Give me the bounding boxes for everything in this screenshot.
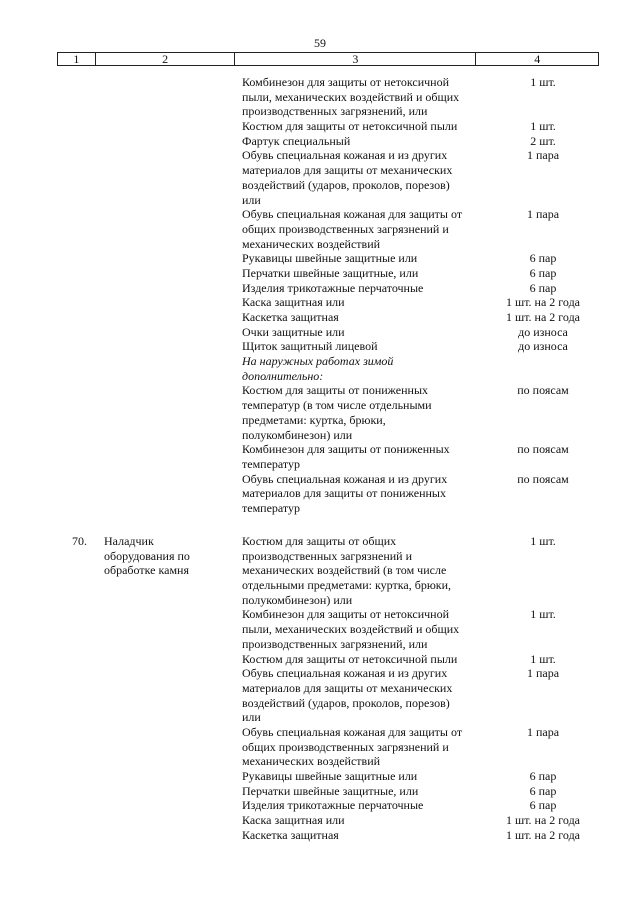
table-row bbox=[0, 178, 640, 193]
table-row bbox=[0, 442, 640, 457]
ppe-quantity: 6 пар bbox=[529, 251, 557, 266]
table-row bbox=[0, 607, 640, 622]
profession-name: Наладчик bbox=[104, 534, 154, 548]
ppe-item: предметами: куртка, брюки, bbox=[242, 412, 386, 427]
ppe-item: производственных загрязнений, или bbox=[242, 636, 428, 651]
profession-name: обработке камня bbox=[104, 563, 189, 578]
table-row bbox=[0, 578, 640, 593]
table-row bbox=[0, 457, 640, 472]
ppe-item: Перчатки швейные защитные, или bbox=[242, 783, 419, 798]
table-row bbox=[0, 710, 640, 725]
ppe-quantity: 6 пар bbox=[529, 769, 557, 783]
table-row bbox=[0, 413, 640, 428]
table-row bbox=[0, 666, 640, 681]
ppe-item: пыли, механических воздействий и общих bbox=[242, 89, 460, 104]
ppe-item: механических воздействий bbox=[242, 754, 381, 769]
ppe-item: Обувь специальная кожаная и из других bbox=[242, 471, 448, 486]
ppe-item: Перчатки швейные защитные, или bbox=[242, 265, 419, 280]
ppe-quantity: 6 пар bbox=[529, 280, 557, 295]
table-header bbox=[57, 52, 599, 66]
ppe-item: Обувь специальная кожаная для защиты от bbox=[242, 724, 463, 739]
table-row bbox=[0, 383, 640, 398]
header-col-4: 4 bbox=[534, 52, 541, 66]
ppe-quantity: по поясам bbox=[517, 442, 569, 457]
ppe-item: температур bbox=[242, 500, 301, 515]
table-row bbox=[0, 90, 640, 105]
header-col-2: 2 bbox=[96, 53, 235, 65]
table-row bbox=[0, 295, 640, 310]
ppe-quantity: 6 пар bbox=[529, 265, 557, 280]
profession-name: оборудования по bbox=[104, 548, 190, 563]
table-row bbox=[0, 549, 640, 564]
ppe-item: Комбинезон для защиты от нетоксичной bbox=[242, 75, 450, 89]
ppe-item: температур bbox=[242, 456, 301, 471]
ppe-item: Рукавицы швейные защитные или bbox=[242, 769, 418, 783]
ppe-item: пыли, механических воздействий и общих bbox=[242, 622, 460, 637]
table-row bbox=[0, 769, 640, 784]
table-row bbox=[0, 339, 640, 354]
table-row bbox=[0, 740, 640, 755]
ppe-item: Очки защитные или bbox=[242, 324, 345, 339]
ppe-item: полукомбинезон) или bbox=[242, 427, 353, 442]
table-row bbox=[0, 813, 640, 828]
table-row bbox=[0, 784, 640, 799]
table-row bbox=[0, 281, 640, 296]
ppe-quantity: 1 пара bbox=[526, 724, 560, 739]
table-row bbox=[0, 310, 640, 325]
page-number: 59 bbox=[314, 36, 326, 50]
ppe-quantity: 1 шт. bbox=[530, 75, 556, 89]
table-row bbox=[0, 593, 640, 608]
ppe-item: Обувь специальная кожаная и из других bbox=[242, 666, 448, 681]
ppe-item: материалов для защиты от механических bbox=[242, 163, 453, 178]
ppe-quantity: до износа bbox=[518, 339, 568, 354]
table-row bbox=[0, 472, 640, 487]
table-row bbox=[0, 354, 640, 369]
row-number: 70. bbox=[72, 534, 87, 548]
table-row bbox=[0, 75, 640, 90]
ppe-quantity: 1 пара bbox=[526, 207, 560, 222]
ppe-item: Изделия трикотажные перчаточные bbox=[242, 280, 424, 295]
ppe-item: воздействий (ударов, проколов, порезов) bbox=[242, 695, 450, 710]
ppe-item: Костюм для защиты от нетоксичной пыли bbox=[242, 119, 458, 134]
ppe-item: полукомбинезон) или bbox=[242, 592, 353, 607]
table-row bbox=[0, 119, 640, 134]
ppe-quantity: 6 пар bbox=[529, 798, 557, 813]
table-row bbox=[0, 104, 640, 119]
ppe-item: материалов для защиты от механических bbox=[242, 680, 453, 695]
header-col-1: 1 bbox=[58, 53, 96, 65]
table-row bbox=[0, 501, 640, 516]
ppe-item: отдельными предметами: куртка, брюки, bbox=[242, 578, 452, 593]
ppe-quantity: 1 шт. bbox=[530, 534, 556, 548]
ppe-quantity: 1 шт. bbox=[530, 607, 556, 622]
table-row bbox=[0, 266, 640, 281]
ppe-item: Каскетка защитная bbox=[242, 827, 339, 842]
ppe-item: механических воздействий (в том числе bbox=[242, 563, 447, 578]
ppe-item: Щиток защитный лицевой bbox=[242, 339, 378, 354]
ppe-quantity: 1 шт. bbox=[530, 119, 556, 134]
table-row bbox=[0, 652, 640, 667]
ppe-quantity: 1 пара bbox=[526, 148, 560, 163]
ppe-quantity: 1 шт. на 2 года bbox=[505, 813, 581, 828]
table-row bbox=[0, 754, 640, 769]
table-row bbox=[0, 251, 640, 266]
ppe-quantity: 6 пар bbox=[529, 783, 557, 798]
ppe-item: Каска защитная или bbox=[242, 813, 345, 828]
table-row bbox=[0, 398, 640, 413]
ppe-item: общих производственных загрязнений и bbox=[242, 739, 449, 754]
ppe-item: На наружных работах зимой bbox=[242, 354, 394, 369]
ppe-item: Комбинезон для защиты от пониженных bbox=[242, 442, 450, 457]
ppe-item: или bbox=[242, 192, 261, 207]
ppe-item: Обувь специальная кожаная и из других bbox=[242, 148, 448, 163]
section-item-70 bbox=[0, 534, 640, 842]
table-row bbox=[0, 486, 640, 501]
table-row bbox=[0, 193, 640, 208]
ppe-item: механических воздействий bbox=[242, 236, 381, 251]
ppe-item: производственных загрязнений и bbox=[242, 548, 413, 563]
table-row bbox=[0, 369, 640, 384]
table-row bbox=[0, 622, 640, 637]
ppe-item: температур (в том числе отдельными bbox=[242, 398, 432, 413]
ppe-item: Костюм для защиты от пониженных bbox=[242, 383, 429, 398]
table-row bbox=[0, 828, 640, 843]
table-row bbox=[0, 725, 640, 740]
table-row bbox=[0, 134, 640, 149]
ppe-item: Каска защитная или bbox=[242, 295, 345, 310]
ppe-item: производственных загрязнений, или bbox=[242, 104, 428, 119]
table-row bbox=[0, 534, 640, 549]
ppe-item: Рукавицы швейные защитные или bbox=[242, 251, 418, 266]
ppe-quantity: 1 шт. на 2 года bbox=[505, 310, 581, 324]
table-row bbox=[0, 222, 640, 237]
ppe-item: Костюм для защиты от общих bbox=[242, 534, 397, 548]
ppe-item: Каскетка защитная bbox=[242, 310, 339, 324]
table-row bbox=[0, 681, 640, 696]
table-row bbox=[0, 237, 640, 252]
table-row bbox=[0, 207, 640, 222]
ppe-item: дополнительно: bbox=[242, 368, 324, 383]
ppe-item: Комбинезон для защиты от нетоксичной bbox=[242, 607, 450, 622]
table-row bbox=[0, 163, 640, 178]
table-row bbox=[0, 563, 640, 578]
header-col-3: 3 bbox=[235, 53, 476, 65]
ppe-quantity: 2 шт. bbox=[530, 133, 556, 148]
ppe-quantity: по поясам bbox=[517, 471, 569, 486]
ppe-item: общих производственных загрязнений и bbox=[242, 221, 449, 236]
table-row bbox=[0, 148, 640, 163]
table-row bbox=[0, 637, 640, 652]
ppe-quantity: по поясам bbox=[517, 383, 569, 398]
ppe-item: или bbox=[242, 710, 261, 725]
table-row bbox=[0, 798, 640, 813]
ppe-quantity: 1 шт. bbox=[530, 651, 556, 666]
section-continuation bbox=[0, 75, 640, 516]
ppe-item: воздействий (ударов, проколов, порезов) bbox=[242, 177, 450, 192]
ppe-item: Обувь специальная кожаная для защиты от bbox=[242, 207, 463, 222]
ppe-item: материалов для защиты от пониженных bbox=[242, 486, 446, 501]
ppe-item: Костюм для защиты от нетоксичной пыли bbox=[242, 651, 458, 666]
ppe-item: Фартук специальный bbox=[242, 133, 351, 148]
table-row bbox=[0, 325, 640, 340]
ppe-quantity: 1 пара bbox=[526, 666, 560, 681]
table-row bbox=[0, 696, 640, 711]
ppe-quantity: 1 шт. на 2 года bbox=[505, 827, 581, 842]
ppe-quantity: до износа bbox=[518, 324, 568, 339]
ppe-quantity: 1 шт. на 2 года bbox=[505, 295, 581, 310]
table-row bbox=[0, 428, 640, 443]
ppe-item: Изделия трикотажные перчаточные bbox=[242, 798, 424, 813]
